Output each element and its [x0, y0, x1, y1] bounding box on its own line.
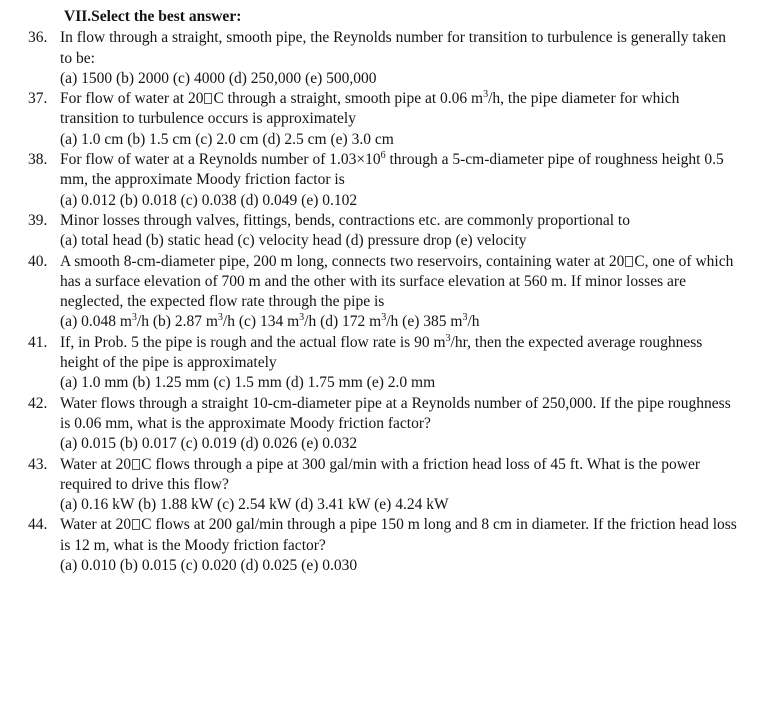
answer-options: (a) total head (b) static head (c) velocity head (d) pressure drop (e) velocity [60, 232, 527, 250]
question-number: 40. [28, 252, 48, 270]
degree-box-glyph [204, 93, 212, 104]
question-36 [0, 28, 774, 89]
question-text: Water flows through a straight 10-cm-diameter pipe at a Reynolds number of 250,000. If the pipe roughness is 0.06 mm, what is the approximate Moody friction factor? [60, 394, 731, 432]
question-text: In flow through a straight, smooth pipe, the Reynolds number for transition to turbulence is generally taken to be: [60, 29, 726, 67]
degree-box-glyph [132, 459, 140, 470]
degree-box-glyph [132, 519, 140, 530]
answer-options: (a) 0.012 (b) 0.018 (c) 0.038 (d) 0.049 (e) 0.102 [60, 191, 358, 209]
question-text: Water at 20 C flows through a pipe at 300 gal/min with a friction head loss of 45 ft. What is the power required to drive this flow? [60, 455, 700, 493]
question-number: 44. [28, 516, 48, 534]
question-39 [0, 211, 774, 252]
question-text: A smooth 8-cm-diameter pipe, 200 m long, connects two reservoirs, containing water at 20 C, one of which has a surface elevation of 700 m and the other with its surface elevation at 560 m. If minor losses are neglected, the expected flow rate through the pipe is [60, 252, 734, 311]
answer-options: (a) 1.0 cm (b) 1.5 cm (c) 2.0 cm (d) 2.5 cm (e) 3.0 cm [60, 130, 394, 148]
answer-options: (a) 0.16 kW (b) 1.88 kW (c) 2.54 kW (d) 3.41 kW (e) 4.24 kW [60, 496, 449, 514]
question-number: 43. [28, 455, 48, 473]
question-42 [0, 394, 774, 455]
question-40 [0, 252, 774, 333]
question-text: Minor losses through valves, fittings, bends, contractions etc. are commonly proportional to [60, 211, 630, 229]
question-number: 38. [28, 151, 48, 169]
section-title: VII.Select the best answer: [64, 8, 242, 25]
degree-box-glyph [625, 256, 633, 267]
question-number: 42. [28, 394, 48, 412]
question-44 [0, 515, 774, 576]
question-41 [0, 333, 774, 394]
answer-options: (a) 0.015 (b) 0.017 (c) 0.019 (d) 0.026 (e) 0.032 [60, 435, 358, 453]
question-text: For flow of water at a Reynolds number of $1.03\times 10^6$ through a 5-cm-diameter pipe of roughness height 0.5 mm, the approximate Moody friction factor is [60, 150, 724, 189]
question-text: If, in Prob. 5 the pipe is rough and the actual flow rate is 90 $m^3/hr$, then the expected average roughness height of the pipe is approximately [60, 332, 703, 372]
question-text: Water at 20 C flows at 200 gal/min through a pipe 150 m long and 8 cm in diameter. If the friction head loss is 12 m, what is the Moody friction factor? [60, 516, 737, 554]
answer-options: (a) 1.0 mm (b) 1.25 mm (c) 1.5 mm (d) 1.75 mm (e) 2.0 mm [60, 374, 436, 392]
question-text: For flow of water at 20 C through a straight, smooth pipe at 0.06 $m^3/h$, the pipe diameter for which transition to turbulence occurs is approximately [60, 89, 680, 128]
question-number: 37. [28, 90, 48, 108]
question-38 [0, 150, 774, 211]
question-number: 36. [28, 29, 48, 47]
answer-options: (a) 0.010 (b) 0.015 (c) 0.020 (d) 0.025 (e) 0.030 [60, 557, 358, 575]
answer-options: (a) 1500 (b) 2000 (c) 4000 (d) 250,000 (e) 500,000 [60, 69, 377, 87]
question-43 [0, 455, 774, 516]
question-number: 41. [28, 333, 48, 351]
question-37 [0, 89, 774, 150]
answer-options: (a) 0.048 $m^3/h$ (b) 2.87 $m^3/h$ (c) 134 $m^3/h$ (d) 172 $m^3/h$ (e) 385 $m^3/h$ [60, 312, 480, 331]
question-number: 39. [28, 211, 48, 229]
